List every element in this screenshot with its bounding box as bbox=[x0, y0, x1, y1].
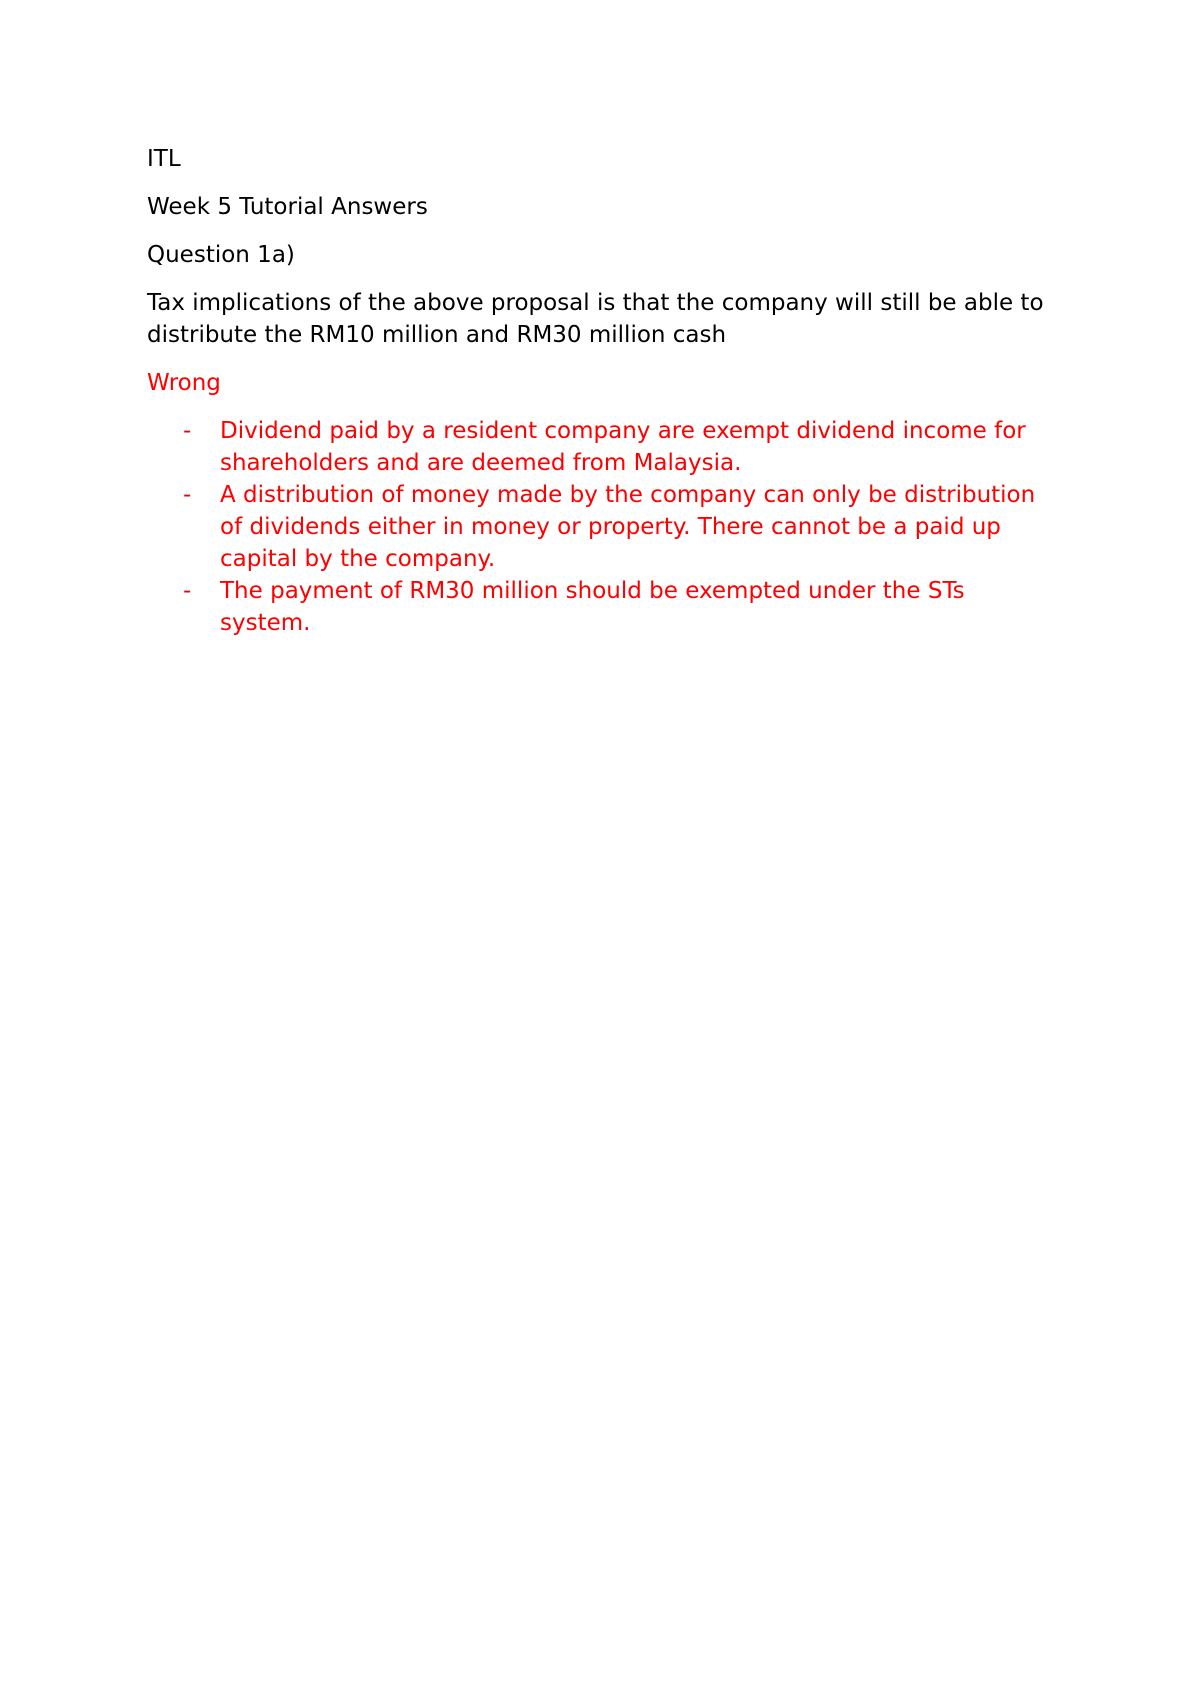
bullet-dash-icon: - bbox=[183, 578, 192, 604]
verdict-label: Wrong bbox=[147, 370, 221, 396]
correction-text: Dividend paid by a resident company are exempt dividend income for shareholders and are deemed from Malaysia. bbox=[220, 418, 1026, 476]
document-content bbox=[147, 143, 1047, 639]
bullet-dash-icon: - bbox=[183, 418, 192, 444]
bullet-dash-icon: - bbox=[183, 482, 192, 508]
document-subtitle: Week 5 Tutorial Answers bbox=[147, 194, 428, 220]
document-heading: ITL bbox=[147, 146, 181, 172]
correction-text: The payment of RM30 million should be exempted under the STs system. bbox=[220, 578, 965, 636]
question-label: Question 1a) bbox=[147, 242, 295, 268]
correction-item bbox=[147, 575, 1047, 639]
corrections-list bbox=[147, 415, 1047, 639]
correction-item bbox=[147, 479, 1047, 575]
correction-text: A distribution of money made by the company can only be distribution of dividends either in money or property. There cannot be a paid up capital by the company. bbox=[220, 482, 1036, 572]
correction-item bbox=[147, 415, 1047, 479]
answer-text: Tax implications of the above proposal is that the company will still be able to distribute the RM10 million and RM30 million cash bbox=[147, 290, 1044, 348]
